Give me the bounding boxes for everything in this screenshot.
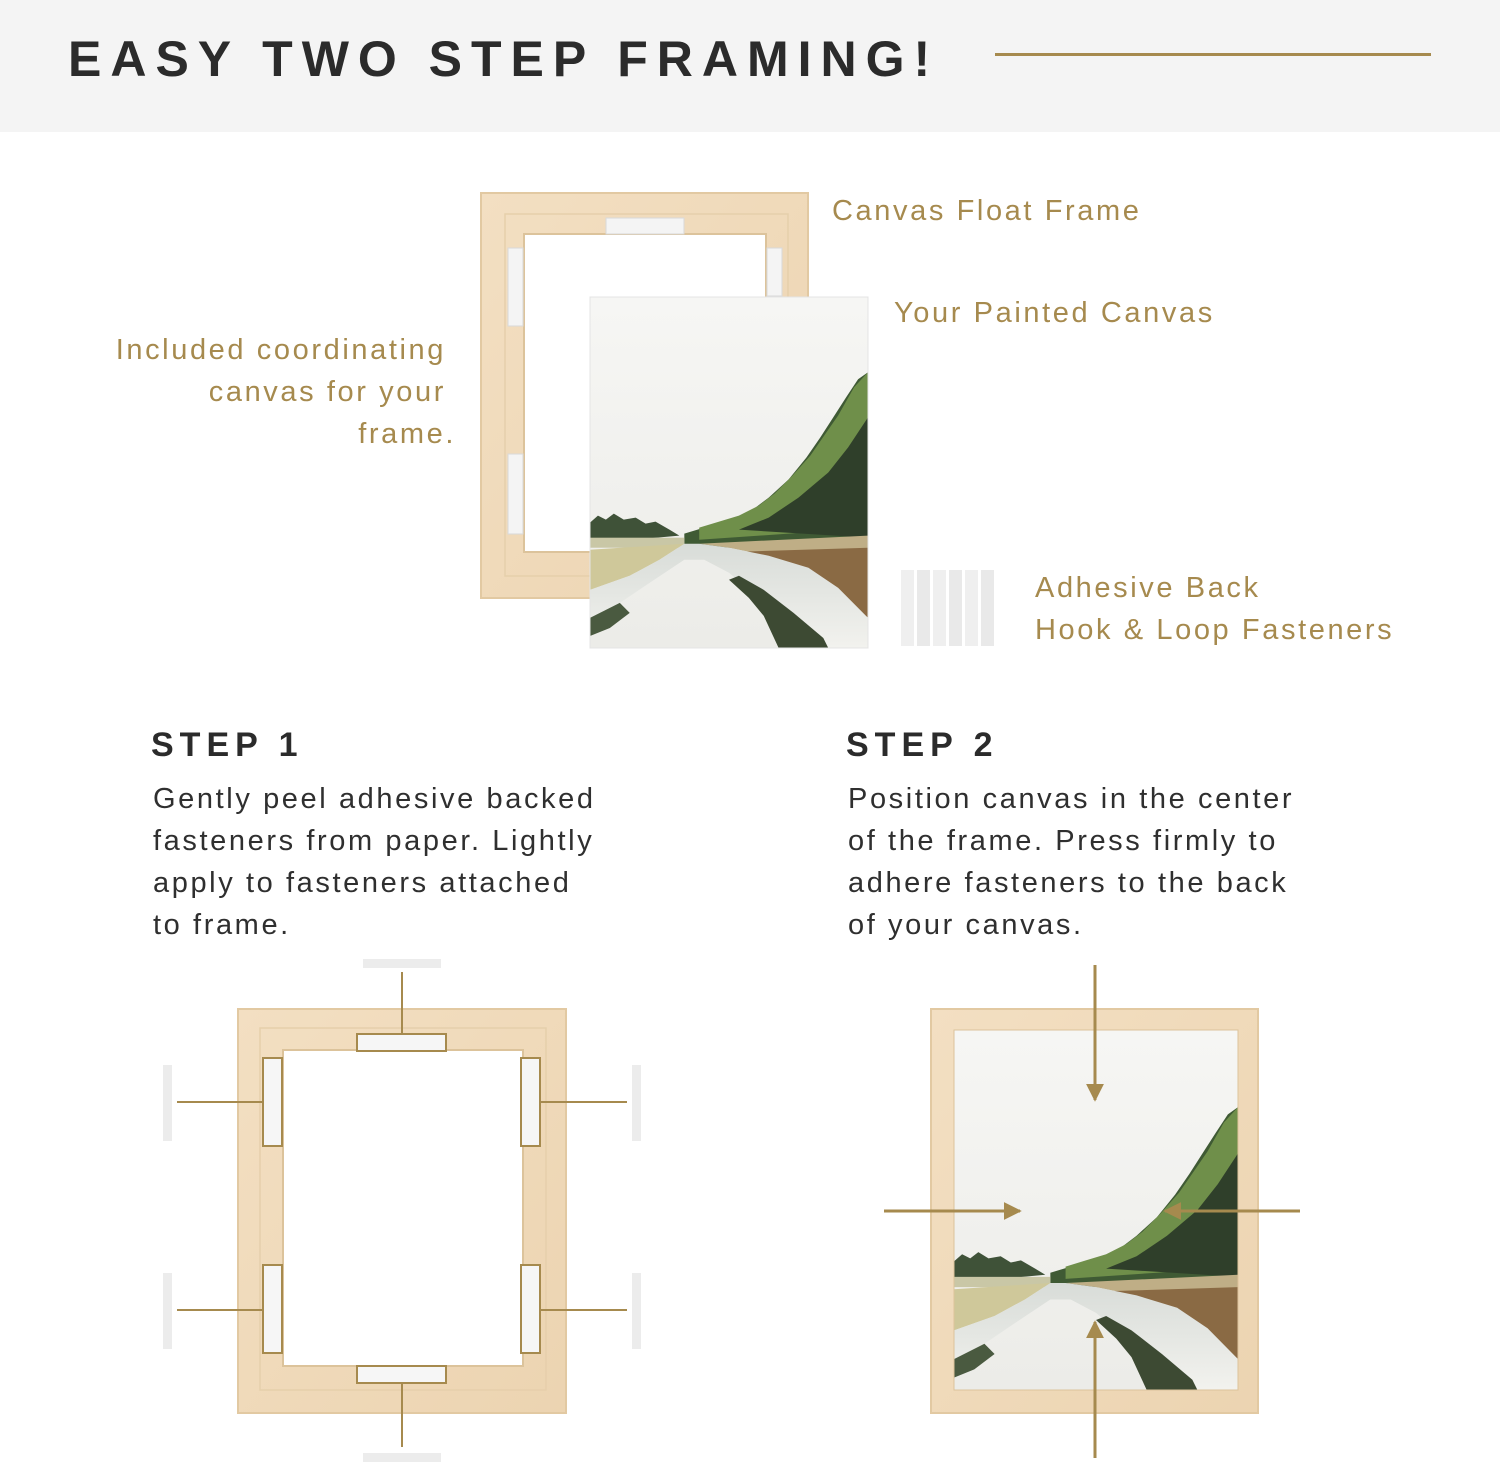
step1-frame-diagram [163, 959, 641, 1462]
label-fasteners-line: Hook & Loop Fasteners [1035, 614, 1395, 646]
page-title: EASY TWO STEP FRAMING! [68, 31, 940, 87]
step1-body-line: apply to fasteners attached [153, 867, 572, 899]
step2-body-line: adhere fasteners to the back [848, 867, 1289, 899]
fastener-strips-illustration [901, 570, 994, 646]
step1-body-line: to frame. [153, 909, 291, 941]
step1-heading: STEP 1 [151, 726, 304, 764]
painted-canvas-illustration [590, 297, 868, 648]
step1-body-line: fasteners from paper. Lightly [153, 825, 595, 857]
label-fasteners-line: Adhesive Back [1035, 572, 1261, 604]
label-included-line: frame. [358, 418, 456, 450]
label-included-line: canvas for your [208, 376, 446, 408]
label-canvas-float-frame: Canvas Float Frame [832, 195, 1142, 227]
step2-body-line: of the frame. Press firmly to [848, 825, 1278, 857]
label-included-line: Included coordinating [115, 334, 446, 366]
step1-body-line: Gently peel adhesive backed [153, 783, 596, 815]
step2-body-line: Position canvas in the center [848, 783, 1295, 815]
step2-framed-canvas-diagram [884, 965, 1300, 1458]
step2-heading: STEP 2 [846, 726, 999, 764]
step2-body-line: of your canvas. [848, 909, 1084, 941]
label-your-painted-canvas: Your Painted Canvas [894, 297, 1215, 329]
